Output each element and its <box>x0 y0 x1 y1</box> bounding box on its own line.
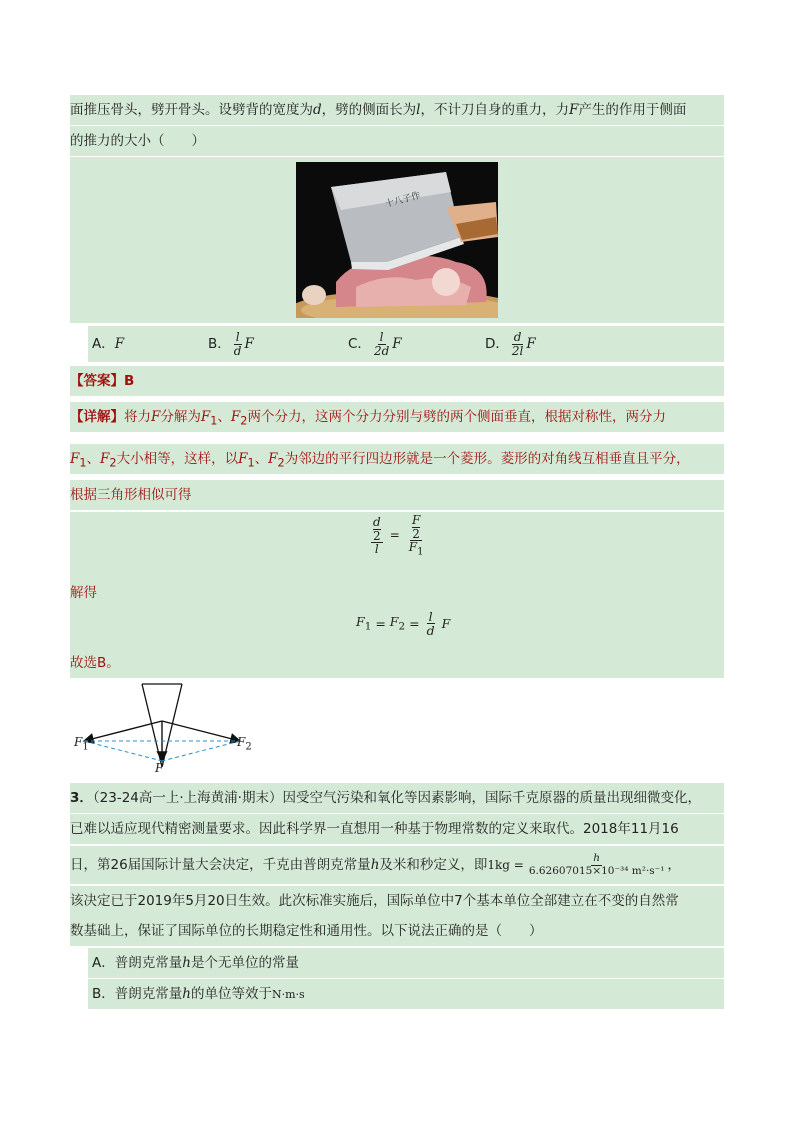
option-c[interactable]: C． $\frac{l}{2d}$ F <box>348 329 402 358</box>
question3-line3: 日，第26届国际计量大会决定，千克由普朗克常量h及米和秒定义，即1kg = $\frac{h}{\text{6.62607015×10⁻³⁴ m²·s⁻¹}}$ ， <box>70 846 724 884</box>
detail-line3: 根据三角形相似可得 <box>70 480 724 510</box>
equation-result: $F_1$ = $F_2$ = $\frac{l}{d}$ F <box>70 608 724 648</box>
equation-ratio: d 2 l = F 2 $F_1$ <box>70 512 724 578</box>
question3-line2: 已难以适应现代精密测量要求。因此科学界一直想用一种基于物理常数的定义来取代。2018年11月16 <box>70 814 724 844</box>
choose-line: 故选B。 <box>70 648 724 678</box>
option-a[interactable]: A．F <box>92 336 125 352</box>
question3-option-a[interactable]: A．普朗克常量h是个无单位的常量 <box>88 948 724 978</box>
question3-option-b[interactable]: B．普朗克常量h的单位等效于N·m·s <box>88 979 724 1009</box>
label-f: F <box>155 761 164 775</box>
force-diagram <box>72 681 254 777</box>
question3-line1: 3．（23-24高一上·上海黄浦·期末）因受空气污染和氧化等因素影响，国际千克原器的质量出现细微变化， <box>70 783 724 813</box>
question2-options <box>88 326 724 362</box>
cleaver-photo-svg <box>296 162 498 318</box>
option-b[interactable]: B． $\frac{l}{d}$ F <box>208 329 254 358</box>
question3-line5: 数基础上，保证了国际单位的长期稳定性和通用性。以下说法正确的是（ ） <box>70 916 724 946</box>
cleaver-photo <box>296 162 498 318</box>
question2-line1: 面推压骨头，劈开骨头。设劈背的宽度为d，劈的侧面长为l，不计刀自身的重力，力F产生的作用于侧面 <box>70 95 724 125</box>
option-d[interactable]: D． $\frac{d}{2l}$ F <box>485 329 536 358</box>
question2-line2: 的推力的大小（ ） <box>70 126 724 156</box>
detail-line2: $F_1$、$F_2$大小相等，这样，以$F_1$、$F_2$为邻边的平行四边形就是一个菱形。菱形的对角线互相垂直且平分， <box>70 444 724 474</box>
label-f1: $F_1$ <box>74 735 89 753</box>
label-f2: $F_2$ <box>237 735 252 753</box>
svg-text:十八子作: 十八子作 <box>384 190 422 210</box>
question3-line4: 该决定已于2019年5月20日生效。此次标准实施后，国际单位中7个基本单位全部建立在不变的自然常 <box>70 886 724 916</box>
detail-line1: 【详解】将力F分解为$F_1$、$F_2$两个分力，这两个分力分别与劈的两个侧面垂直，根据对称性，两分力 <box>70 402 724 432</box>
answer-line: 【答案】B <box>70 366 724 396</box>
solve-label: 解得 <box>70 578 724 608</box>
